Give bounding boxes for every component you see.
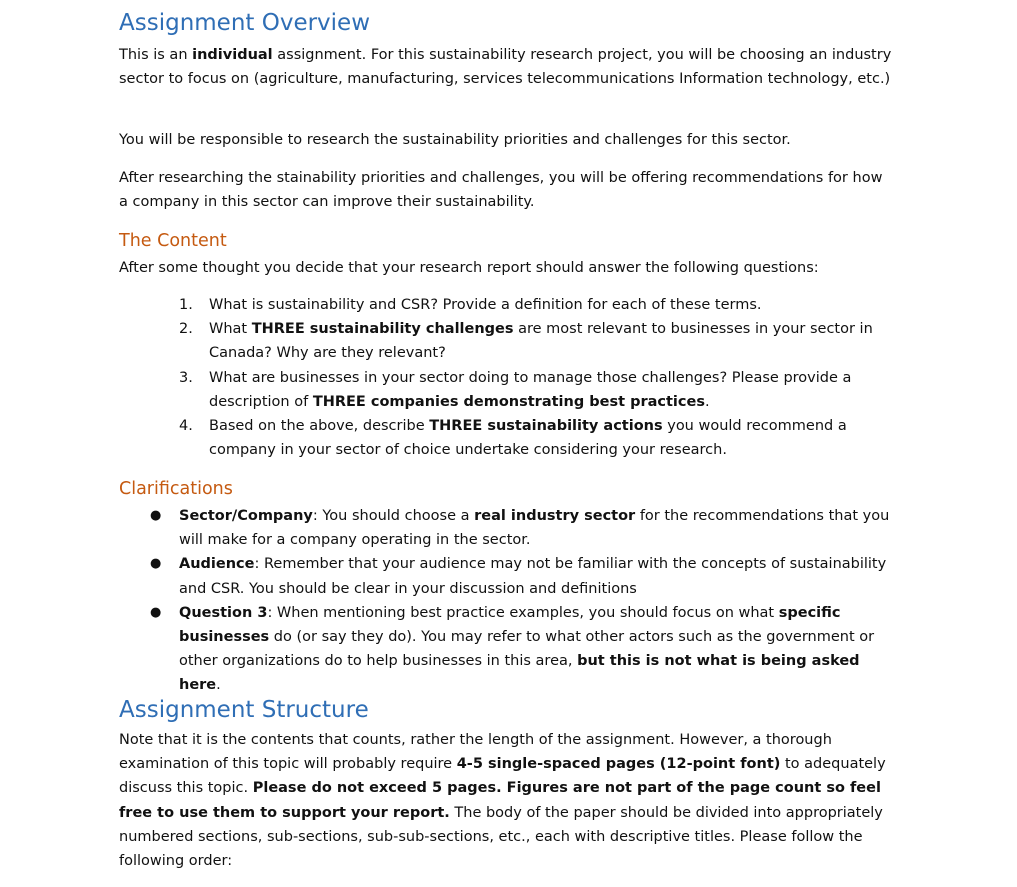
- list-item: 1. What is sustainability and CSR? Provide a definition for each of these terms.: [179, 297, 762, 313]
- bullet-icon: ●: [150, 556, 162, 572]
- assignment-structure-heading: Assignment Structure: [119, 697, 369, 723]
- clarifications-list: [149, 504, 899, 698]
- list-item: ● Audience: Remember that your audience may not be familiar with the concepts of sustainability and CSR. You should be clear in your discussion and definitions: [149, 552, 899, 600]
- list-item: ● Question 3: When mentioning best practice examples, you should focus on what specific businesses do (or say they do). You may refer to what other actors such as the government or other organizations do to help businesses in this area, but this is not what is being asked here.: [149, 601, 899, 698]
- list-item: ● Sector/Company: You should choose a real industry sector for the recommendations that you will make for a company operating in the sector.: [149, 504, 899, 552]
- assignment-overview-heading: Assignment Overview: [119, 10, 371, 36]
- list-item: 4. Based on the above, describe THREE sustainability actions you would recommend a company in your sector of choice undertake considering your research.: [179, 418, 847, 459]
- content-intro: After some thought you decide that your research report should answer the following questions:: [119, 260, 819, 276]
- overview-paragraph-1: This is an individual assignment. For this sustainability research project, you will be choosing an industry sector to focus on (agriculture, manufacturing, services telecommunications Information technology, etc.): [119, 47, 892, 88]
- bullet-icon: ●: [150, 604, 162, 620]
- clarifications-heading: Clarifications: [119, 479, 233, 499]
- overview-paragraph-2: You will be responsible to research the sustainability priorities and challenges for this sector.: [119, 132, 791, 148]
- list-item: 2. What THREE sustainability challenges are most relevant to businesses in your sector in Canada? Why are they relevant?: [179, 321, 873, 362]
- the-content-heading: The Content: [119, 231, 227, 251]
- list-item: 3. What are businesses in your sector doing to manage those challenges? Please provide a description of THREE companies demonstrating best practices.: [179, 369, 852, 410]
- overview-paragraph-3: After researching the stainability priorities and challenges, you will be offering recommendations for how a company in this sector can improve their sustainability.: [119, 170, 883, 211]
- questions-list: [179, 293, 879, 462]
- bullet-icon: ●: [150, 508, 162, 523]
- structure-paragraph: Note that it is the contents that counts, rather the length of the assignment. However, a thorough examination of this topic will probably require 4-5 single-spaced pages (12-point font) to adequately discuss this topic. Please do not exceed 5 pages. Figures are not part of the page count so feel free to use them to support your report. The body of the paper should be divided into appropriately numbered sections, sub-sections, sub-sub-sections, etc., each with descriptive titles. Please follow the following order:: [119, 732, 886, 870]
